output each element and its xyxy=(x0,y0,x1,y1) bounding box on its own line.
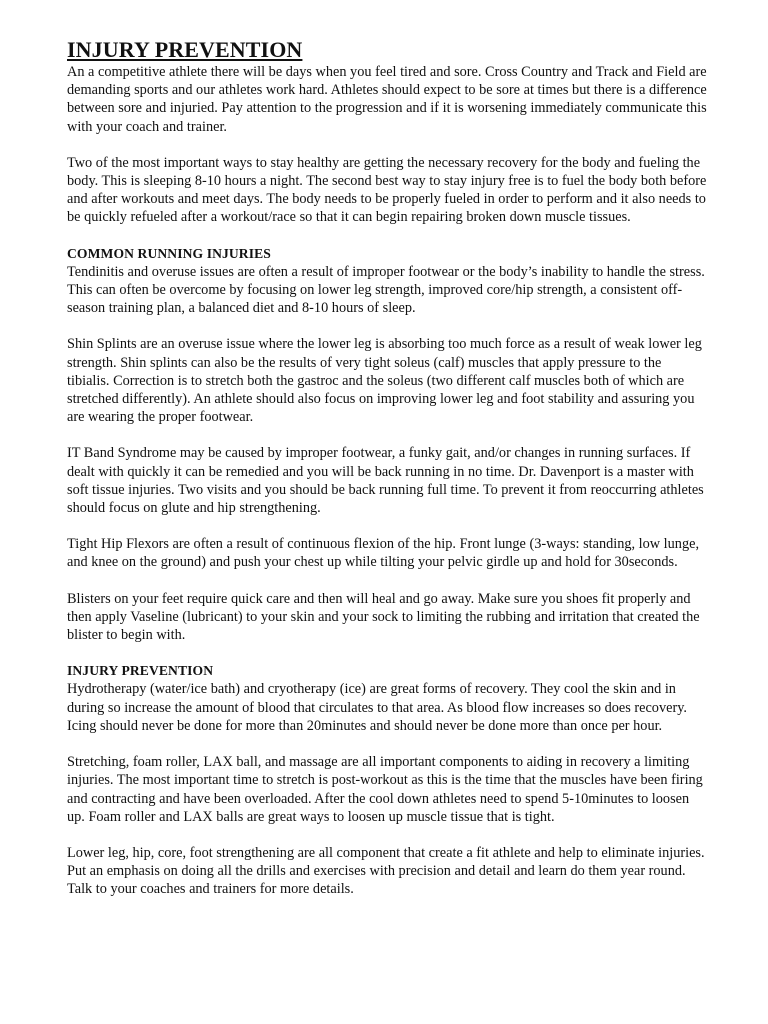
paragraph-hip-flexors: Tight Hip Flexors are often a result of continuous flexion of the hip. Front lunge (3-ways: standing, low lunge, and knee on the ground) and push your chest up while tilting your pelvic girdle up and hold for 30seconds. xyxy=(67,536,700,571)
paragraph-stretching: Stretching, foam roller, LAX ball, and massage are all important components to aiding in recovery a limiting injuries. The most important time to stretch is post-workout as this is the time that the muscles have been firing and contracting and have been overloaded. After the cool down athletes need to spend 5-10minutes to loosen up. Foam roller and LAX balls are great ways to loosen up muscle tissue that is tight. xyxy=(67,754,703,825)
document-page xyxy=(67,36,707,917)
section-heading: COMMON RUNNING INJURIES xyxy=(67,245,271,261)
section-injury-prevention xyxy=(67,662,707,898)
paragraph-tendinitis: Tendinitis and overuse issues are often a result of improper footwear or the body’s inability to handle the stress. This can often be overcome by focusing on lower leg strength, improved core/hip strength, a consistent off-season training plan, a balanced diet and 8-10 hours of sleep. xyxy=(67,263,705,317)
page-title: INJURY PREVENTION xyxy=(67,37,303,62)
section-common-running-injuries xyxy=(67,245,707,645)
intro-paragraph-2: Two of the most important ways to stay healthy are getting the necessary recovery for the body and fueling the body. This is sleeping 8-10 hours a night. The second best way to stay injury free is to fuel the body both before and after workouts and meet days. The body needs to be properly fueled in order to perform and it also needs to be quickly refueled after a workout/race so that it can begin repairing broken down muscle tissues. xyxy=(67,154,707,226)
section-heading: INJURY PREVENTION xyxy=(67,663,214,679)
paragraph-it-band: IT Band Syndrome may be caused by improper footwear, a funky gait, and/or changes in running surfaces. If dealt with quickly it can be remedied and you will be back running in no time. Dr. Davenport is a master with soft tissue injuries. Two visits and you should be back running full time. To prevent it from reoccurring athletes should focus on glute and hip strengthening. xyxy=(67,445,704,517)
paragraph-shin-splints: Shin Splints are an overuse issue where the lower leg is absorbing too much force as a result of weak lower leg strength. Shin splints can also be the results of very tight soleus (calf) muscles that apply pressure to the tibialis. Correction is to stretch both the gastroc and the soleus (two different calf muscles both of which are stretched differently). An athlete should also focus on improving lower leg and foot stability and assuring you are wearing the proper footwear. xyxy=(67,336,702,426)
paragraph-strengthening: Lower leg, hip, core, foot strengthening are all component that create a fit athlete and help to eliminate injuries. Put an emphasis on doing all the drills and exercises with precision and detail and learn do them year round. Talk to your coaches and trainers for more details. xyxy=(67,844,705,898)
paragraph-hydrotherapy: Hydrotherapy (water/ice bath) and cryotherapy (ice) are great forms of recovery. They cool the skin and in during so increase the amount of blood that circulates to that area. As blood flow increases so does recovery. Icing should never be done for more than 20minutes and should never be done more than once per hour. xyxy=(67,681,688,734)
paragraph-blisters: Blisters on your feet require quick care and then will heal and go away. Make sure you shoes fit properly and then apply Vaseline (lubricant) to your skin and your sock to limiting the rubbing and irritation that created the blister to begin with. xyxy=(67,590,700,644)
intro-paragraph-1: An a competitive athlete there will be days when you feel tired and sore. Cross Country and Track and Field are demanding sports and our athletes work hard. Athletes should expect to be sore at times but there is a difference between sore and injuried. Pay attention to the progression and if it is worsening immediately communicate this with your coach and trainer. xyxy=(67,64,707,135)
